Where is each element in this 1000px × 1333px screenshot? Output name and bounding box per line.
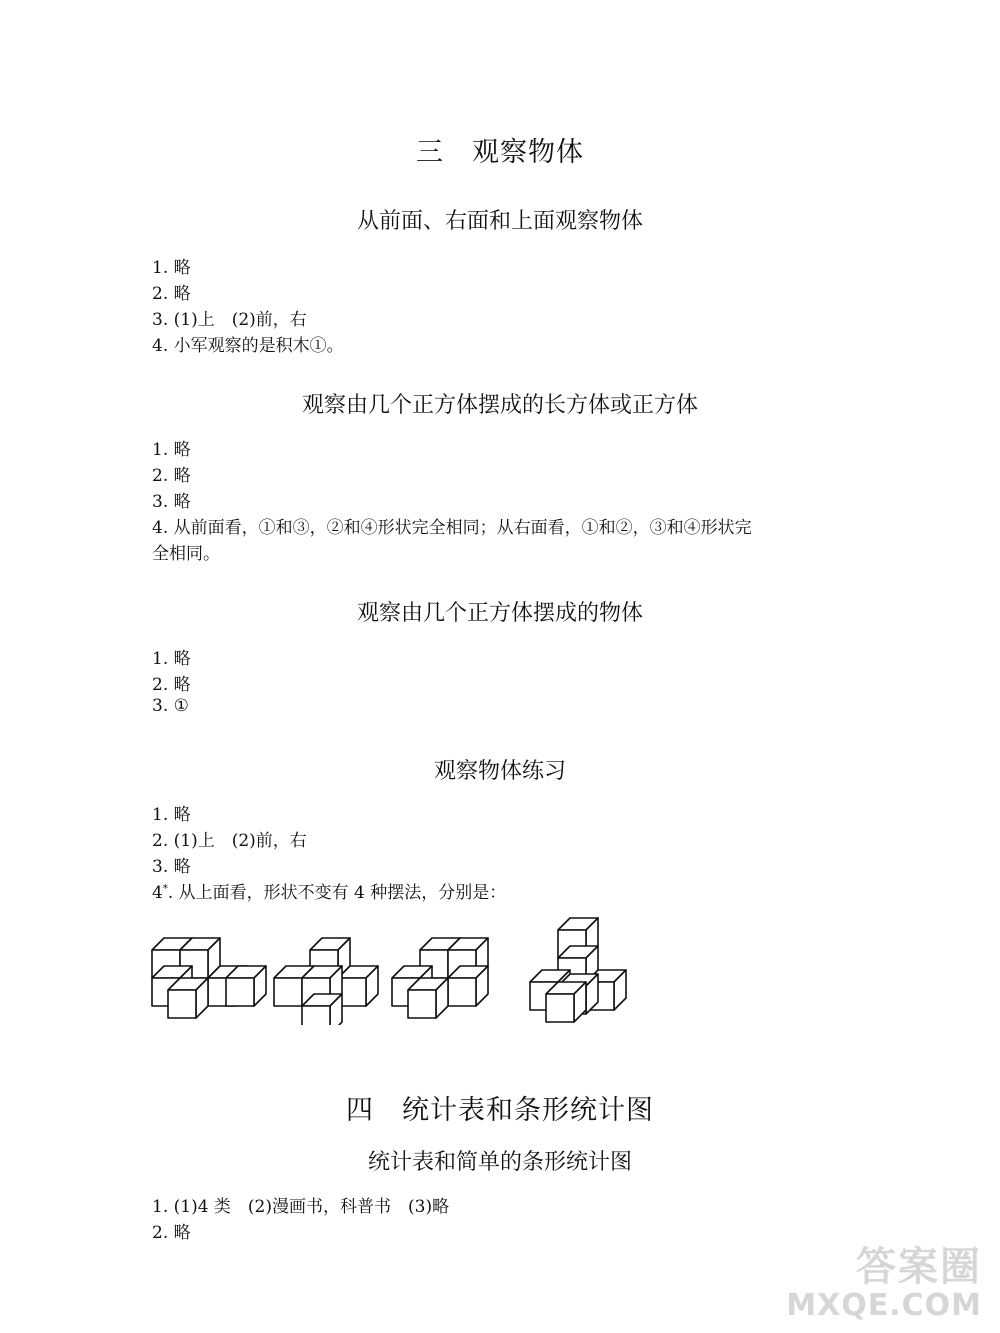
answer-line: 1. 略 xyxy=(152,440,191,460)
chapter-4-title: 四 统计表和条形统计图 xyxy=(346,1095,654,1126)
answer-line: 3. 略 xyxy=(152,857,191,877)
answer-line: 4. 小军观察的是积木①。 xyxy=(152,336,344,356)
cube xyxy=(448,966,488,1006)
answer-line: 全相同。 xyxy=(152,544,220,564)
answer-line: 3. ① xyxy=(152,696,189,716)
chapter-3-title: 三 观察物体 xyxy=(416,137,584,168)
watermark-logo: 答案圈 xyxy=(856,1244,982,1290)
answer-line: 2. 略 xyxy=(152,466,191,486)
answer-line: 2. 略 xyxy=(152,284,191,304)
watermark-url: MXQE.COM xyxy=(786,1288,982,1323)
section-title: 统计表和简单的条形统计图 xyxy=(367,1150,632,1175)
section-title: 观察由几个正方体摆成的物体 xyxy=(356,601,643,626)
answer-line: 3. (1)上 (2)前，右 xyxy=(152,310,307,330)
section-title: 从前面、右面和上面观察物体 xyxy=(356,209,643,234)
cube xyxy=(226,966,266,1006)
answer-text: . 从上面看，形状不变有 4 种摆法，分别是： xyxy=(167,883,507,903)
answer-line: 1. 略 xyxy=(152,258,191,278)
answer-line: 1. (1)4 类 (2)漫画书，科普书 (3)略 xyxy=(152,1197,450,1217)
cube xyxy=(168,978,208,1018)
section-title: 观察由几个正方体摆成的长方体或正方体 xyxy=(301,393,698,418)
answer-line: 4. 从前面看，①和③，②和④形状完全相同；从右面看，①和②，③和④形状完 xyxy=(152,518,752,538)
answer-line: 2. (1)上 (2)前，右 xyxy=(152,831,307,851)
cube-arrangement-figures xyxy=(150,910,640,1025)
answer-line: 3. 略 xyxy=(152,492,191,512)
answer-line: 2. 略 xyxy=(152,1223,191,1243)
answer-line: 1. 略 xyxy=(152,649,191,669)
question-number: 4 xyxy=(152,883,163,903)
answer-line: 1. 略 xyxy=(152,805,191,825)
watermark xyxy=(786,1235,982,1323)
cube xyxy=(546,982,586,1022)
section-title: 观察物体练习 xyxy=(433,759,566,784)
answer-line xyxy=(152,878,506,903)
cube xyxy=(338,966,378,1006)
answer-line: 2. 略 xyxy=(152,675,191,695)
cube xyxy=(408,978,448,1018)
star-mark: * xyxy=(162,883,168,895)
